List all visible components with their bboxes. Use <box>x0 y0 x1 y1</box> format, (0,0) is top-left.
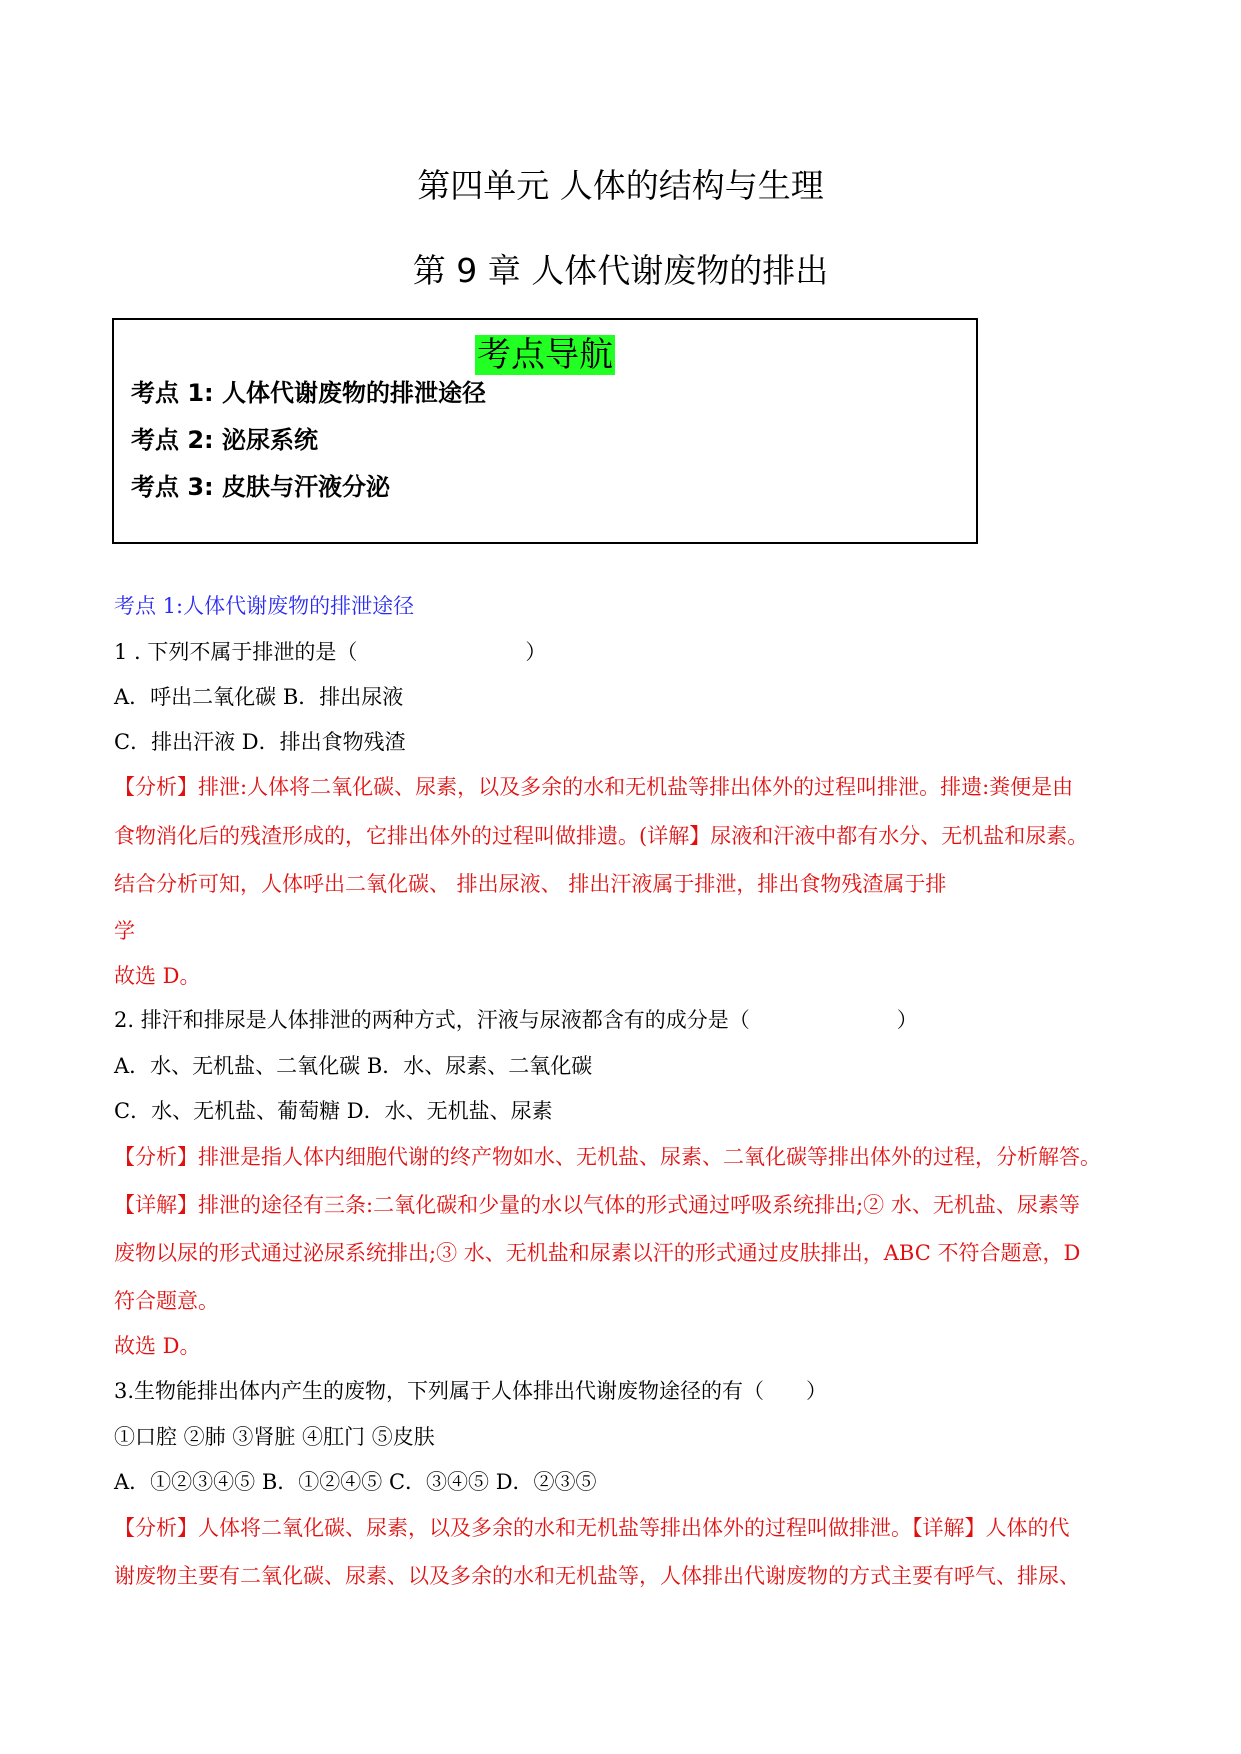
q1-stem: 1 . 下列不属于排泄的是（ ） <box>114 640 547 664</box>
nav-item-topic-1: 考点 1: 人体代谢废物的排泄途径 <box>131 379 487 407</box>
q2-analysis: 【分析】排泄是指人体内细胞代谢的终产物如水、无机盐、尿素、二氧化碳等排出体外的过程，分析解答。 <box>114 1145 1101 1169</box>
q1-answer: 故选 D。 <box>114 964 201 988</box>
unit-title: 第四单元 人体的结构与生理 <box>417 166 824 205</box>
q1-analysis-line-3: 结合分析可知，人体呼出二氧化碳、 排出尿液、 排出汗液属于排泄，排出食物残渣属于排 <box>114 872 947 896</box>
nav-item-topic-2: 考点 2: 泌尿系统 <box>131 426 319 454</box>
q2-stem: 2. 排汗和排尿是人体排泄的两种方式，汗液与尿液都含有的成分是（ ） <box>114 1008 918 1032</box>
q1-analysis-line-2: 食物消化后的残渣形成的，它排出体外的过程叫做排遗。(详解】尿液和汗液中都有水分、无机盐和尿素。 <box>114 824 1089 848</box>
q2-detail-line-1: 【详解】排泄的途径有三条:二氧化碳和少量的水以气体的形式通过呼吸系统排出;② 水、无机盐、尿素等 <box>114 1193 1080 1217</box>
q3-analysis-line-2: 谢废物主要有二氧化碳、尿素、以及多余的水和无机盐等，人体排出代谢废物的方式主要有呼气、排尿、 <box>114 1564 1080 1588</box>
q1-options-row-2: C．排出汗液 D．排出食物残渣 <box>114 730 406 754</box>
q1-analysis-line-1: 【分析】排泄:人体将二氧化碳、尿素，以及多余的水和无机盐等排出体外的过程叫排泄。排遗:粪便是由 <box>114 775 1074 799</box>
q3-choices: ①口腔 ②肺 ③肾脏 ④肛门 ⑤皮肤 <box>114 1425 435 1449</box>
topic-navigation-heading-text: 考点导航 <box>477 335 613 375</box>
q3-analysis-line-1: 【分析】人体将二氧化碳、尿素，以及多余的水和无机盐等排出体外的过程叫做排泄。【详解】人体的代 <box>114 1516 1070 1540</box>
q2-detail-line-2: 废物以尿的形式通过泌尿系统排出;③ 水、无机盐和尿素以汗的形式通过皮肤排出，ABC 不符合题意，D <box>114 1241 1081 1265</box>
q3-stem: 3.生物能排出体内产生的废物，下列属于人体排出代谢废物途径的有（ ） <box>114 1379 828 1403</box>
q1-options-row-1: A．呼出二氧化碳 B．排出尿液 <box>114 685 404 709</box>
nav-item-topic-3: 考点 3: 皮肤与汗液分泌 <box>131 473 391 501</box>
q1-analysis-line-4: 学 <box>114 919 135 943</box>
q2-options-row-1: A．水、无机盐、二氧化碳 B．水、尿素、二氧化碳 <box>114 1054 593 1078</box>
q3-options: A．①②③④⑤ B．①②④⑤ C．③④⑤ D．②③⑤ <box>114 1470 597 1494</box>
section-heading: 考点 1:人体代谢废物的排泄途径 <box>114 594 415 618</box>
q2-options-row-2: C．水、无机盐、葡萄糖 D．水、无机盐、尿素 <box>114 1099 553 1123</box>
topic-navigation-box <box>112 318 978 544</box>
topic-navigation-heading <box>114 327 976 376</box>
q2-detail-line-3: 符合题意。 <box>114 1289 219 1313</box>
q2-answer: 故选 D。 <box>114 1334 201 1358</box>
chapter-title: 第 9 章 人体代谢废物的排出 <box>412 251 829 290</box>
